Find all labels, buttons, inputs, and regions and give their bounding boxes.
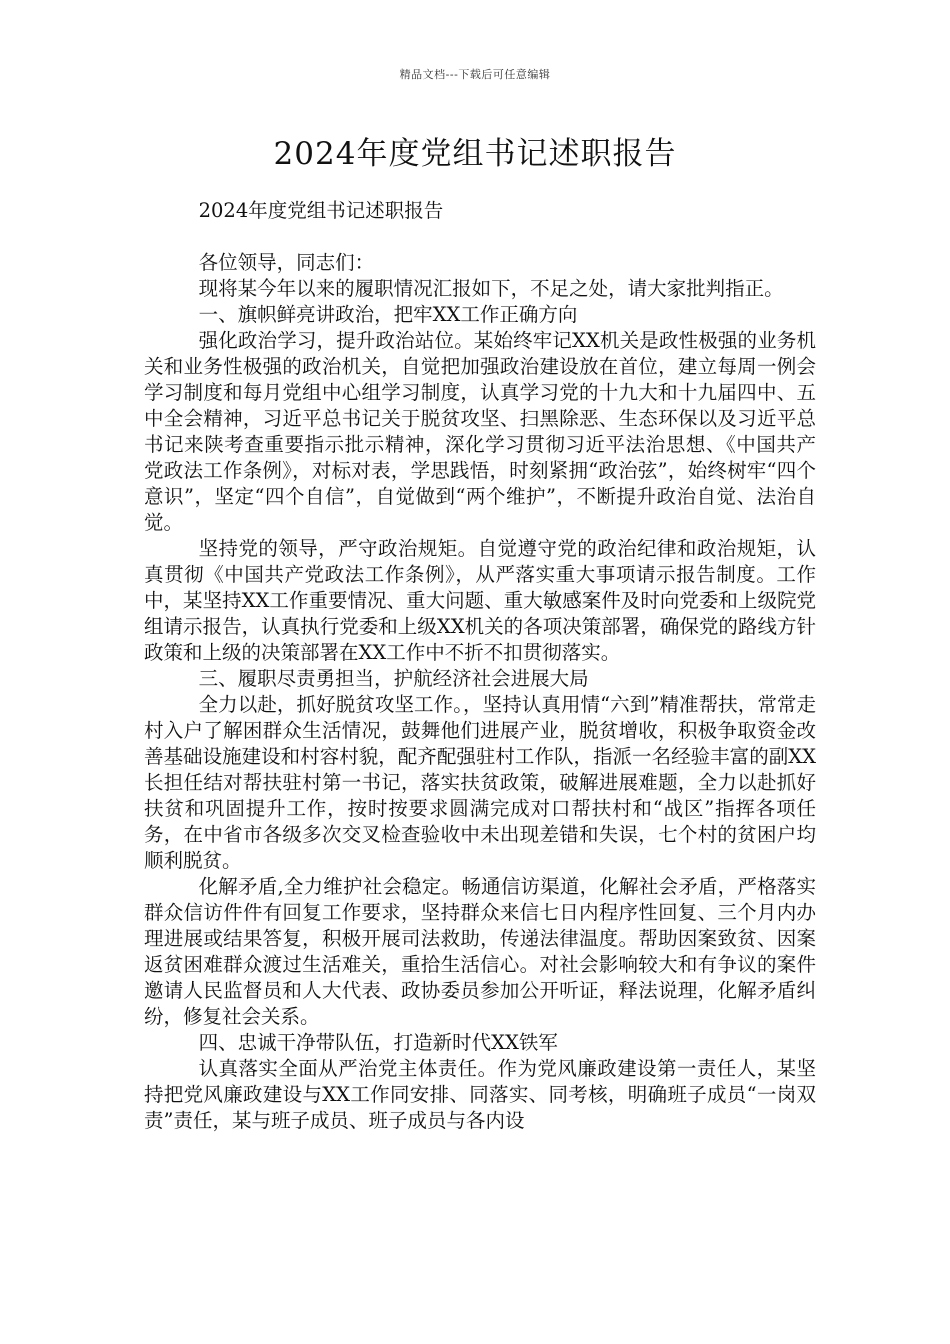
document-subtitle: 2024年度党组书记述职报告 (198, 199, 444, 222)
body-paragraph: 认真落实全面从严治党主体责任。作为党风廉政建设第一责任人，某坚持把党风廉政建设与XX工作同安排、同落实、同考核，明确班子成员“一岗双责”责任，某与班子成员、班子成员与各内设 (144, 1057, 816, 1132)
header-note: 精品文档---下载后可任意编辑 (399, 68, 551, 81)
body-paragraph: 强化政治学习，提升政治站位。某始终牢记XX机关是政性极强的业务机关和业务性极强的政治机关，自觉把加强政治建设放在首位，建立每周一例会学习制度和每月党组中心组学习制度，认真学习党的十九大和十九届四中、五中全会精神，习近平总书记关于脱贫攻坚、扫黑除恶、生态环保以及习近平总书记来陕考查重要指示批示精神，深化学习贯彻习近平法治思想、《中国共产党政法工作条例》，对标对表，学思践悟，时刻紧拥“政治弦”，始终树牢“四个意识”，坚定“四个自信”，自觉做到“两个维护”，不断提升政治自觉、法治自觉。 (144, 329, 816, 534)
section-heading-4: 四、忠诚干净带队伍，打造新时代XX铁军 (198, 1031, 558, 1054)
body-paragraph: 化解矛盾,全力维护社会稳定。畅通信访渠道，化解社会矛盾，严格落实群众信访件件有回复工作要求，坚持群众来信七日内程序性回复、三个月内办理进展或结果答复，积极开展司法救助，传递法律温度。帮助因案致贫、因案返贫困难群众渡过生活难关，重拾生活信心。对社会影响较大和有争议的案件邀请人民监督员和人大代表、政协委员参加公开听证，释法说理，化解矛盾纠纷，修复社会关系。 (144, 875, 816, 1028)
section-heading-3: 三、履职尽责勇担当，护航经济社会进展大局 (198, 667, 589, 690)
body-paragraph: 全力以赴，抓好脱贫攻坚工作。，坚持认真用情“六到”精准帮扶，常常走村入户了解困群众生活情况，鼓舞他们进展产业，脱贫增收，积极争取资金改善基础设施建设和村容村貌，配齐配强驻村工作队，指派一名经验丰富的副XX长担任结对帮扶驻村第一书记，落实扶贫政策，破解进展难题，全力以赴抓好扶贫和巩固提升工作，按时按要求圆满完成对口帮扶村和“战区”指挥各项任务，在中省市各级多次交叉检查验收中未出现差错和失误，七个村的贫困户均顺利脱贫。 (144, 693, 816, 872)
section-heading-1: 一、旗帜鲜亮讲政治，把牢XX工作正确方向 (198, 303, 578, 326)
intro-paragraph: 现将某今年以来的履职情况汇报如下，不足之处，请大家批判指正。 (198, 277, 784, 300)
document-body (144, 198, 816, 1134)
greeting-paragraph: 各位领导，同志们： (198, 251, 375, 274)
body-paragraph: 坚持党的领导，严守政治规矩。自觉遵守党的政治纪律和政治规矩，认真贯彻《中国共产党政法工作条例》，从严落实重大事项请示报告制度。工作中，某坚持XX工作重要情况、重大问题、重大敏感案件及时向党委和上级院党组请示报告，认真执行党委和上级XX机关的各项决策部署，确保党的路线方针政策和上级的决策部署在XX工作中不折不扣贯彻落实。 (144, 537, 816, 664)
document-title: 2024年度党组书记述职报告 (273, 136, 677, 172)
